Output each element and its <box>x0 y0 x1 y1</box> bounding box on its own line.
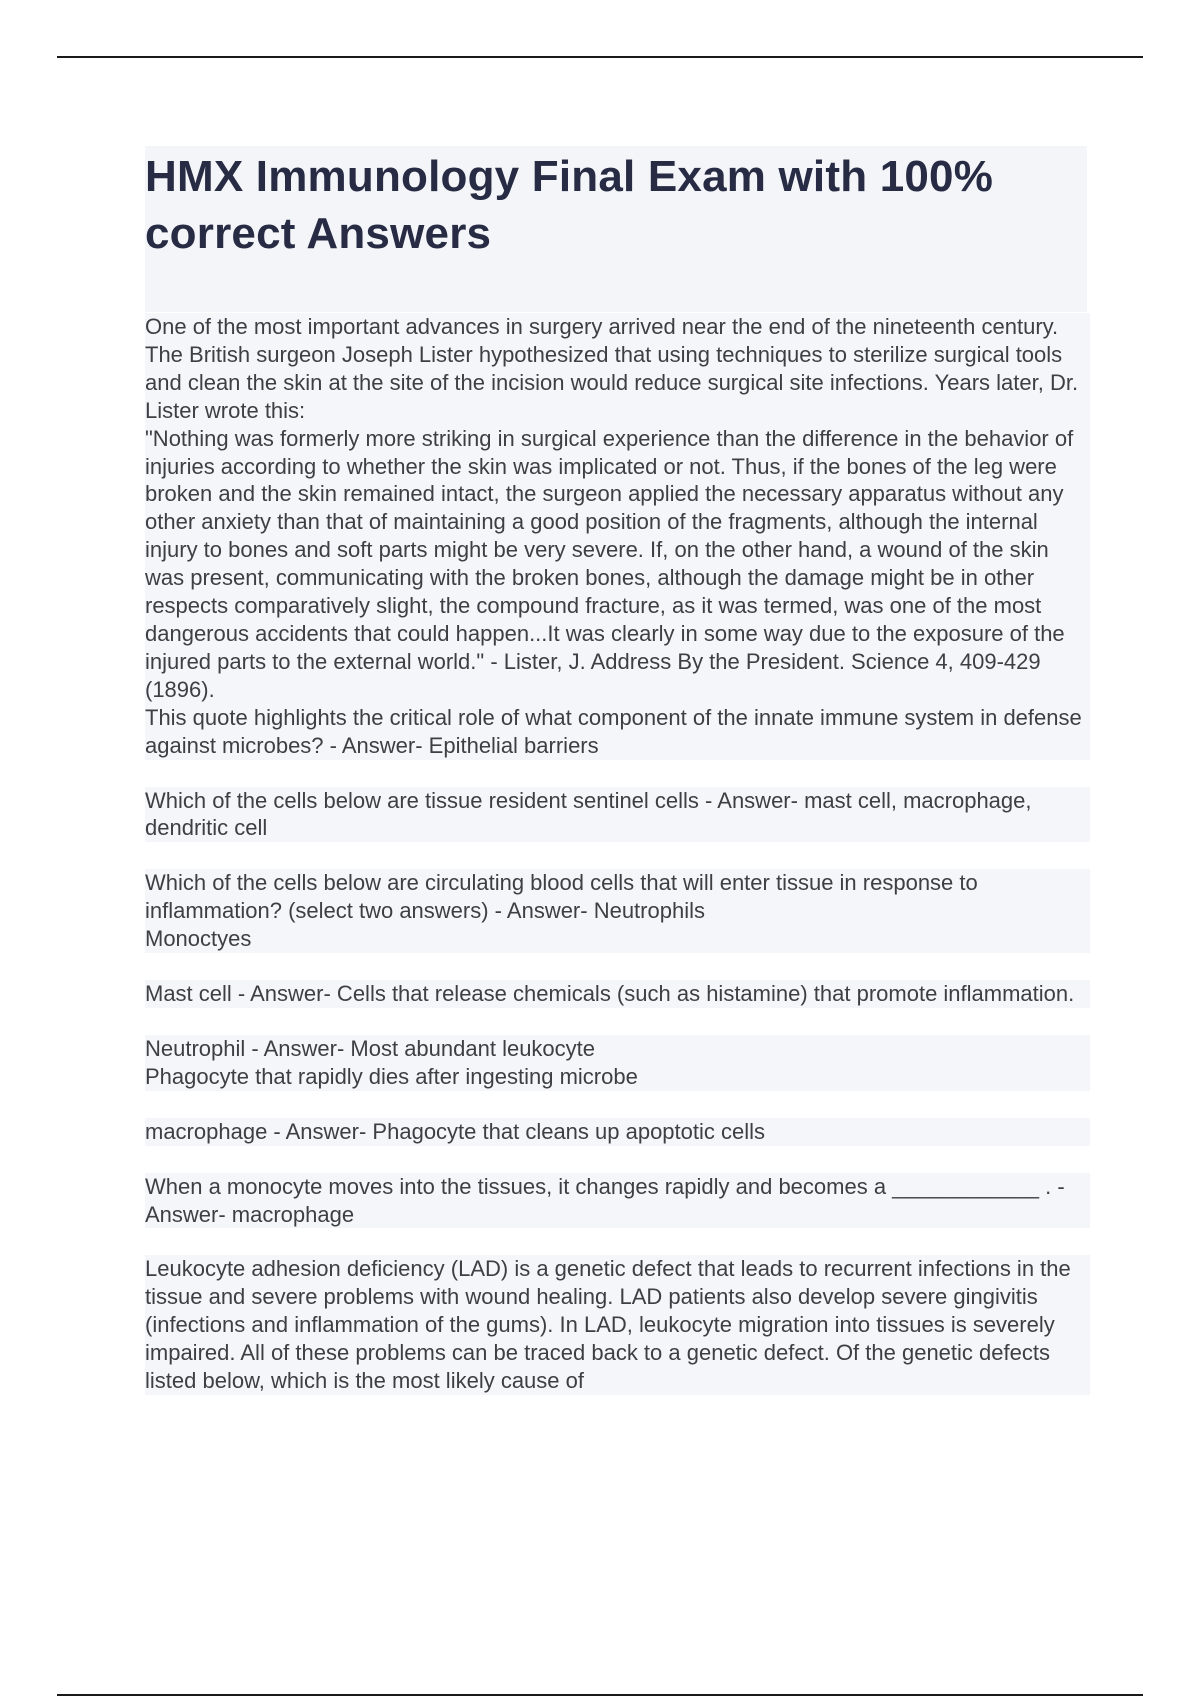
qa-entry: Neutrophil - Answer- Most abundant leukocyte Phagocyte that rapidly dies after ingesting microbe <box>145 1035 1090 1091</box>
qa-entry: When a monocyte moves into the tissues, it changes rapidly and becomes a ____________ . - Answer- macrophage <box>145 1173 1090 1229</box>
title-block <box>145 146 1087 312</box>
document-title: HMX Immunology Final Exam with 100% correct Answers <box>145 152 994 258</box>
qa-entry: One of the most important advances in surgery arrived near the end of the nineteenth century. The British surgeon Joseph Lister hypothesized that using techniques to sterilize surgical tools and clean the skin at the site of the incision would reduce surgical site infections. Years later, Dr. Lister wrote this: "Nothing was formerly more striking in surgical experience than the difference in the behavior of injuries according to whether the skin was implicated or not. Thus, if the bones of the leg were broken and the skin remained intact, the surgeon applied the necessary apparatus without any other anxiety than that of maintaining a good position of the fragments, although the internal injury to bones and soft parts might be very severe. If, on the other hand, a wound of the skin was present, communicating with the broken bones, although the damage might be in other respects comparatively slight, the compound fracture, as it was termed, was one of the most dangerous accidents that could happen...It was clearly in some way due to the exposure of the injured parts to the external world." - Lister, J. Address By the President. Science 4, 409-429 (1896). This quote highlights the critical role of what component of the innate immune system in defense against microbes? - Answer- Epithelial barriers <box>145 313 1090 760</box>
qa-entry: Leukocyte adhesion deficiency (LAD) is a genetic defect that leads to recurrent infections in the tissue and severe problems with wound healing. LAD patients also develop severe gingivitis (infections and inflammation of the gums). In LAD, leukocyte migration into tissues is severely impaired. All of these problems can be traced back to a genetic defect. Of the genetic defects listed below, which is the most likely cause of <box>145 1255 1090 1395</box>
qa-entry: Which of the cells below are circulating blood cells that will enter tissue in response to inflammation? (select two answers) - Answer- Neutrophils Monoctyes <box>145 869 1090 953</box>
bottom-rule <box>57 1694 1143 1696</box>
qa-entry: Which of the cells below are tissue resident sentinel cells - Answer- mast cell, macrophage, dendritic cell <box>145 787 1090 843</box>
top-rule <box>57 56 1143 58</box>
qa-list <box>145 313 1090 1395</box>
qa-entry: macrophage - Answer- Phagocyte that cleans up apoptotic cells <box>145 1118 1090 1146</box>
qa-entry: Mast cell - Answer- Cells that release chemicals (such as histamine) that promote inflammation. <box>145 980 1090 1008</box>
